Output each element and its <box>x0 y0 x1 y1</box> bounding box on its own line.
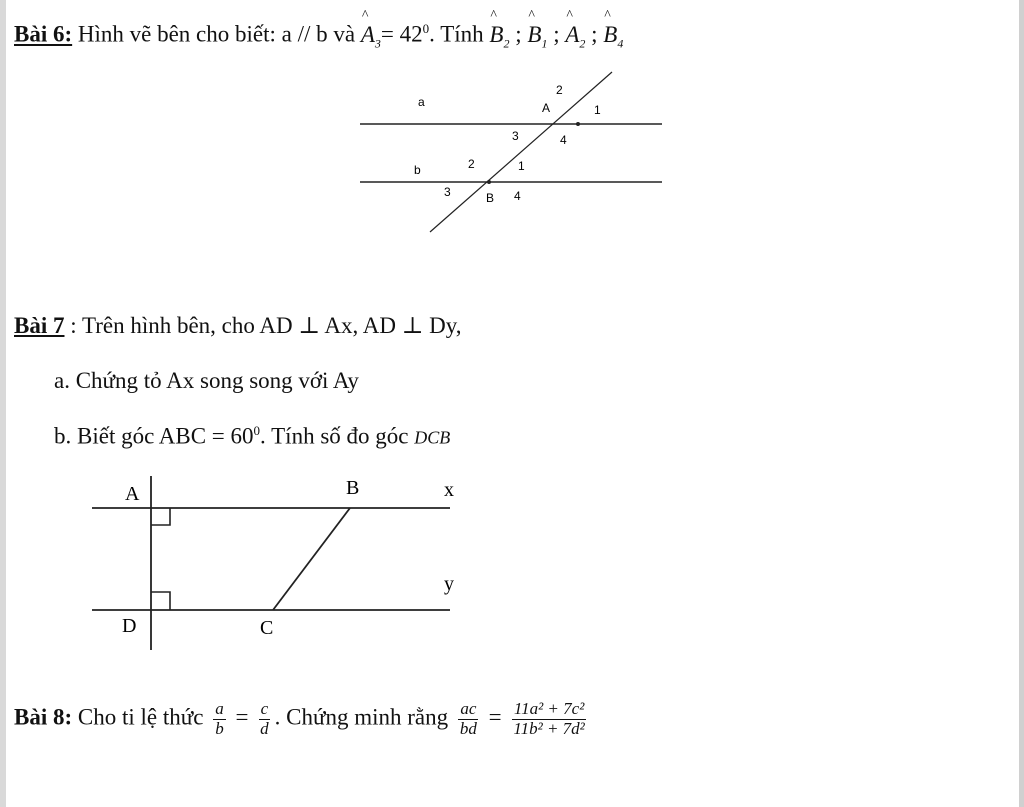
label-a-angle-2: 2 <box>556 83 563 97</box>
ask-angle-3: ^ $A_2$ <box>565 23 585 50</box>
bai8-text2: . Chứng minh rằng <box>274 704 449 730</box>
bai7-part-a: a. Chứng tỏ Ax song song với Ay <box>54 368 359 393</box>
bai6-text1: Hình vẽ bên cho biết: a // b và <box>77 21 356 47</box>
label-a-angle-1: 1 <box>594 103 601 117</box>
right-angle-mark-d <box>151 592 170 610</box>
separator: ; <box>515 21 522 47</box>
transversal <box>430 72 612 232</box>
label-point-a: A <box>542 101 551 115</box>
fraction-ac-bd: $\frac{ac}{bd}$ <box>459 699 477 738</box>
bai7-part-b-text1: b. Biết góc ABC = 60 <box>54 423 254 449</box>
bai8-statement <box>14 700 591 738</box>
bai7-statement <box>14 314 462 337</box>
label-x: x <box>444 479 454 501</box>
label-b-angle-4: 4 <box>514 189 521 203</box>
separator: ; <box>591 21 598 47</box>
ask-angle-1: ^ $B_2$ <box>489 23 509 50</box>
label-a-angle-4: 4 <box>560 133 567 147</box>
bai7-part-b-angle: DCB <box>414 427 451 448</box>
label-b: B <box>346 477 360 499</box>
equals-sign: = <box>235 704 249 730</box>
label-b-angle-1: 1 <box>518 159 525 173</box>
bai6-figure <box>350 60 670 240</box>
fraction-c-d: $\frac{c}{d}$ <box>260 699 269 738</box>
bai8-title: Bài 8: <box>14 704 73 730</box>
separator: ; <box>553 21 560 47</box>
given-angle: ^ $A_3$ <box>361 23 381 50</box>
fraction-a-b: $\frac{a}{b}$ <box>215 699 224 738</box>
label-d: D <box>122 615 137 637</box>
given-degree: 0 <box>422 21 430 36</box>
fraction-11a2-7c2: $\frac{\text{11a² + 7c²}}{\text{11b² + 7d²}}$ <box>513 699 585 738</box>
label-b-angle-2: 2 <box>468 157 475 171</box>
label-b-angle-3: 3 <box>444 185 451 199</box>
segment-bc <box>273 508 350 610</box>
bai6-text2: . Tính <box>429 21 484 47</box>
page-right-border <box>1019 0 1024 807</box>
bai6-statement <box>14 22 623 49</box>
page-left-border <box>0 0 6 807</box>
equals-sign: = <box>488 704 502 730</box>
label-line-b: b <box>414 163 421 177</box>
label-line-a: a <box>418 95 425 109</box>
bai7-part-b-text2: . Tính số đo góc <box>260 423 409 449</box>
bai7-text1: : Trên hình bên, cho AD ⊥ Ax, AD ⊥ Dy, <box>64 313 462 338</box>
right-angle-mark-a <box>151 508 170 525</box>
ask-angle-4: ^ $B_4$ <box>603 23 623 50</box>
given-equals: = 42 <box>380 21 423 47</box>
bai7-figure <box>80 470 480 660</box>
bai7-part-b-degree: 0 <box>253 423 261 438</box>
ask-angle-2: ^ $B_1$ <box>527 23 547 50</box>
label-a: A <box>125 483 140 505</box>
label-c: C <box>260 617 274 639</box>
bai8-text1: Cho ti lệ thức <box>77 704 204 730</box>
bai6-title: Bài 6: <box>14 21 73 47</box>
point-b-dot <box>487 180 491 184</box>
label-y: y <box>444 573 454 595</box>
label-a-angle-3: 3 <box>512 129 519 143</box>
bai7-part-b <box>54 424 450 448</box>
label-point-b: B <box>486 191 495 205</box>
point-a-dot <box>576 122 580 126</box>
bai7-title: Bài 7 <box>14 313 65 338</box>
